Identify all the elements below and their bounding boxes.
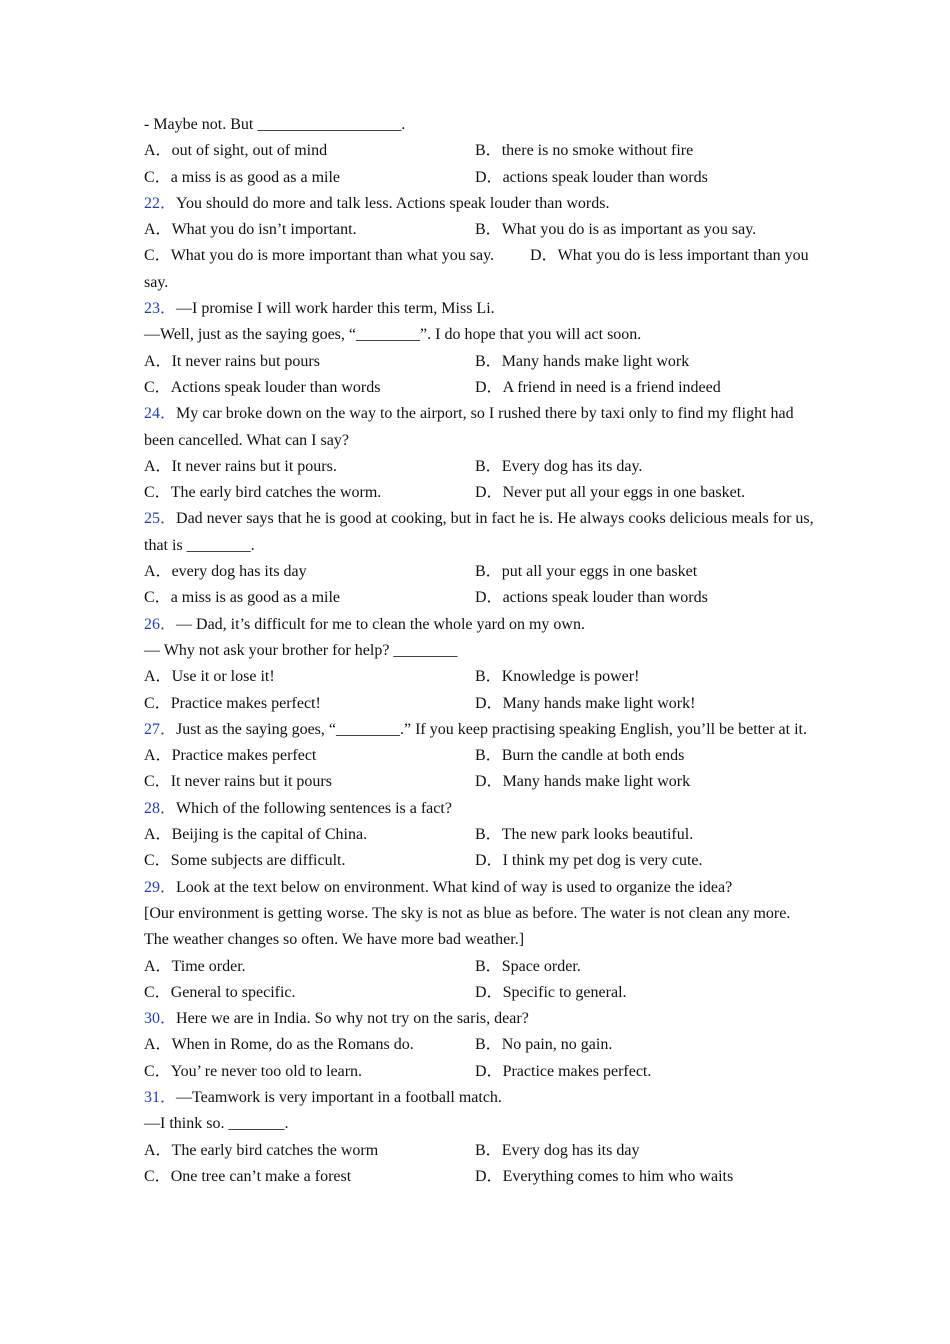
question-26-stem-line-2: — Why not ask your brother for help? ________: [144, 641, 458, 659]
question-22-options-row-2: [144, 243, 814, 296]
question-25-option-a[interactable]: A．every dog has its day: [144, 563, 307, 581]
question-24-stem: 24．My car broke down on the way to the airport, so I rushed there by taxi only to find my flight had been cancelled. What can I say?: [144, 405, 794, 449]
intro-option-a[interactable]: A．out of sight, out of mind: [144, 142, 328, 160]
question-27-option-c[interactable]: C．It never rains but it pours: [144, 773, 332, 791]
question-26-option-d[interactable]: D．Many hands make light work!: [475, 694, 696, 712]
question-29-options-row-1: [144, 954, 814, 980]
question-30-option-b[interactable]: B．No pain, no gain.: [475, 1036, 613, 1054]
question-29-option-d[interactable]: D．Specific to general.: [475, 983, 627, 1001]
question-23-option-d[interactable]: D．A friend in need is a friend indeed: [475, 378, 721, 396]
question-26-option-b[interactable]: B．Knowledge is power!: [475, 668, 640, 686]
question-number: 27．: [144, 720, 177, 738]
question-28-options-row-2: [144, 848, 814, 874]
intro-option-b[interactable]: B．there is no smoke without fire: [475, 142, 694, 160]
question-30-options-row-2: [144, 1059, 814, 1085]
question-29-options-row-2: [144, 980, 814, 1006]
question-22-option-b[interactable]: B．What you do is as important as you say.: [475, 221, 757, 239]
question-28-option-c[interactable]: C．Some subjects are difficult.: [144, 852, 346, 870]
question-28-stem: 28．Which of the following sentences is a fact?: [144, 799, 452, 817]
question-31-option-b[interactable]: B．Every dog has its day: [475, 1141, 640, 1159]
question-number: 29．: [144, 878, 177, 896]
question-24-option-d[interactable]: D．Never put all your eggs in one basket.: [475, 484, 746, 502]
question-number: 23．: [144, 300, 177, 318]
question-28-options-row-1: [144, 822, 814, 848]
question-22-stem: 22．You should do more and talk less. Actions speak louder than words.: [144, 194, 610, 212]
question-number: 28．: [144, 799, 177, 817]
question-25-stem: 25．Dad never says that he is good at cooking, but in fact he is. He always cooks delicious meals for us, that is ________.: [144, 510, 814, 554]
question-number: 25．: [144, 510, 177, 528]
question-27-option-b[interactable]: B．Burn the candle at both ends: [475, 747, 685, 765]
question-27-options-row-1: [144, 743, 814, 769]
question-28-option-a[interactable]: A．Beijing is the capital of China.: [144, 826, 368, 844]
question-25-option-d[interactable]: D．actions speak louder than words: [475, 589, 708, 607]
question-24-option-b[interactable]: B．Every dog has its day.: [475, 457, 643, 475]
question-29-option-a[interactable]: A．Time order.: [144, 957, 246, 975]
document-page: [144, 112, 814, 1190]
question-29-option-b[interactable]: B．Space order.: [475, 957, 581, 975]
question-28-option-b[interactable]: B．The new park looks beautiful.: [475, 826, 694, 844]
question-27-options-row-2: [144, 769, 814, 795]
question-31-stem: 31．—Teamwork is very important in a football match.: [144, 1088, 502, 1106]
question-22-option-d[interactable]: D．What you do is less important than you say.: [144, 247, 809, 291]
question-26-stem: 26．— Dad, it’s difficult for me to clean the whole yard on my own.: [144, 615, 585, 633]
question-24-options-row-2: [144, 480, 814, 506]
question-31-option-c[interactable]: C．One tree can’t make a forest: [144, 1167, 352, 1185]
intro-stem: - Maybe not. But __________________.: [144, 116, 406, 133]
question-31-stem-line-2: —I think so. _______.: [144, 1115, 289, 1133]
question-30-stem: 30．Here we are in India. So why not try on the saris, dear?: [144, 1010, 529, 1028]
question-27-stem: 27．Just as the saying goes, “________.” If you keep practising speaking English, you’ll be better at it.: [144, 720, 807, 738]
question-31-options-row-1: [144, 1138, 814, 1164]
question-25-options-row-2: [144, 585, 814, 611]
question-27-option-a[interactable]: A．Practice makes perfect: [144, 747, 317, 765]
question-24-options-row-1: [144, 454, 814, 480]
question-30-options-row-1: [144, 1032, 814, 1058]
question-23-options-row-1: [144, 349, 814, 375]
question-26-options-row-2: [144, 691, 814, 717]
intro-option-c[interactable]: C．a miss is as good as a mile: [144, 168, 340, 186]
question-30-option-c[interactable]: C．You’ re never too old to learn.: [144, 1062, 363, 1080]
question-29-passage: [Our environment is getting worse. The sky is not as blue as before. The water is not clean any more. The weather changes so often. We have more bad weather.]: [144, 904, 791, 949]
question-30-option-a[interactable]: A．When in Rome, do as the Romans do.: [144, 1036, 414, 1054]
question-22-option-c[interactable]: C．What you do is more important than what you say.: [144, 247, 495, 265]
question-31-options-row-2: [144, 1164, 814, 1190]
question-28-option-d[interactable]: D．I think my pet dog is very cute.: [475, 852, 703, 870]
question-23-options-row-2: [144, 375, 814, 401]
question-23-stem: 23．—I promise I will work harder this term, Miss Li.: [144, 300, 495, 318]
question-number: 30．: [144, 1010, 177, 1028]
question-22-option-a[interactable]: A．What you do isn’t important.: [144, 221, 357, 239]
question-25-options-row-1: [144, 559, 814, 585]
intro-options-row-2: [144, 165, 814, 191]
question-23-option-c[interactable]: C．Actions speak louder than words: [144, 378, 381, 396]
question-29-option-c[interactable]: C．General to specific.: [144, 983, 296, 1001]
question-31-option-d[interactable]: D．Everything comes to him who waits: [475, 1167, 734, 1185]
question-23-stem-line-2: —Well, just as the saying goes, “________”. I do hope that you will act soon.: [144, 326, 642, 344]
question-number: 26．: [144, 615, 177, 633]
question-number: 22．: [144, 194, 177, 212]
question-26-options-row-1: [144, 664, 814, 690]
question-25-option-b[interactable]: B．put all your eggs in one basket: [475, 563, 698, 581]
question-25-option-c[interactable]: C．a miss is as good as a mile: [144, 589, 340, 607]
question-24-option-c[interactable]: C．The early bird catches the worm.: [144, 484, 382, 502]
intro-options-row-1: [144, 138, 814, 164]
intro-option-d[interactable]: D．actions speak louder than words: [475, 168, 708, 186]
question-27-option-d[interactable]: D．Many hands make light work: [475, 773, 691, 791]
question-22-options-row-1: [144, 217, 814, 243]
question-24-option-a[interactable]: A．It never rains but it pours.: [144, 457, 337, 475]
question-26-option-a[interactable]: A．Use it or lose it!: [144, 668, 275, 686]
question-30-option-d[interactable]: D．Practice makes perfect.: [475, 1062, 652, 1080]
question-number: 31．: [144, 1088, 177, 1106]
question-31-option-a[interactable]: A．The early bird catches the worm: [144, 1141, 379, 1159]
question-23-option-a[interactable]: A．It never rains but pours: [144, 352, 320, 370]
question-29-stem: 29．Look at the text below on environment. What kind of way is used to organize the idea?: [144, 878, 733, 896]
question-26-option-c[interactable]: C．Practice makes perfect!: [144, 694, 321, 712]
question-number: 24．: [144, 405, 177, 423]
question-23-option-b[interactable]: B．Many hands make light work: [475, 352, 690, 370]
